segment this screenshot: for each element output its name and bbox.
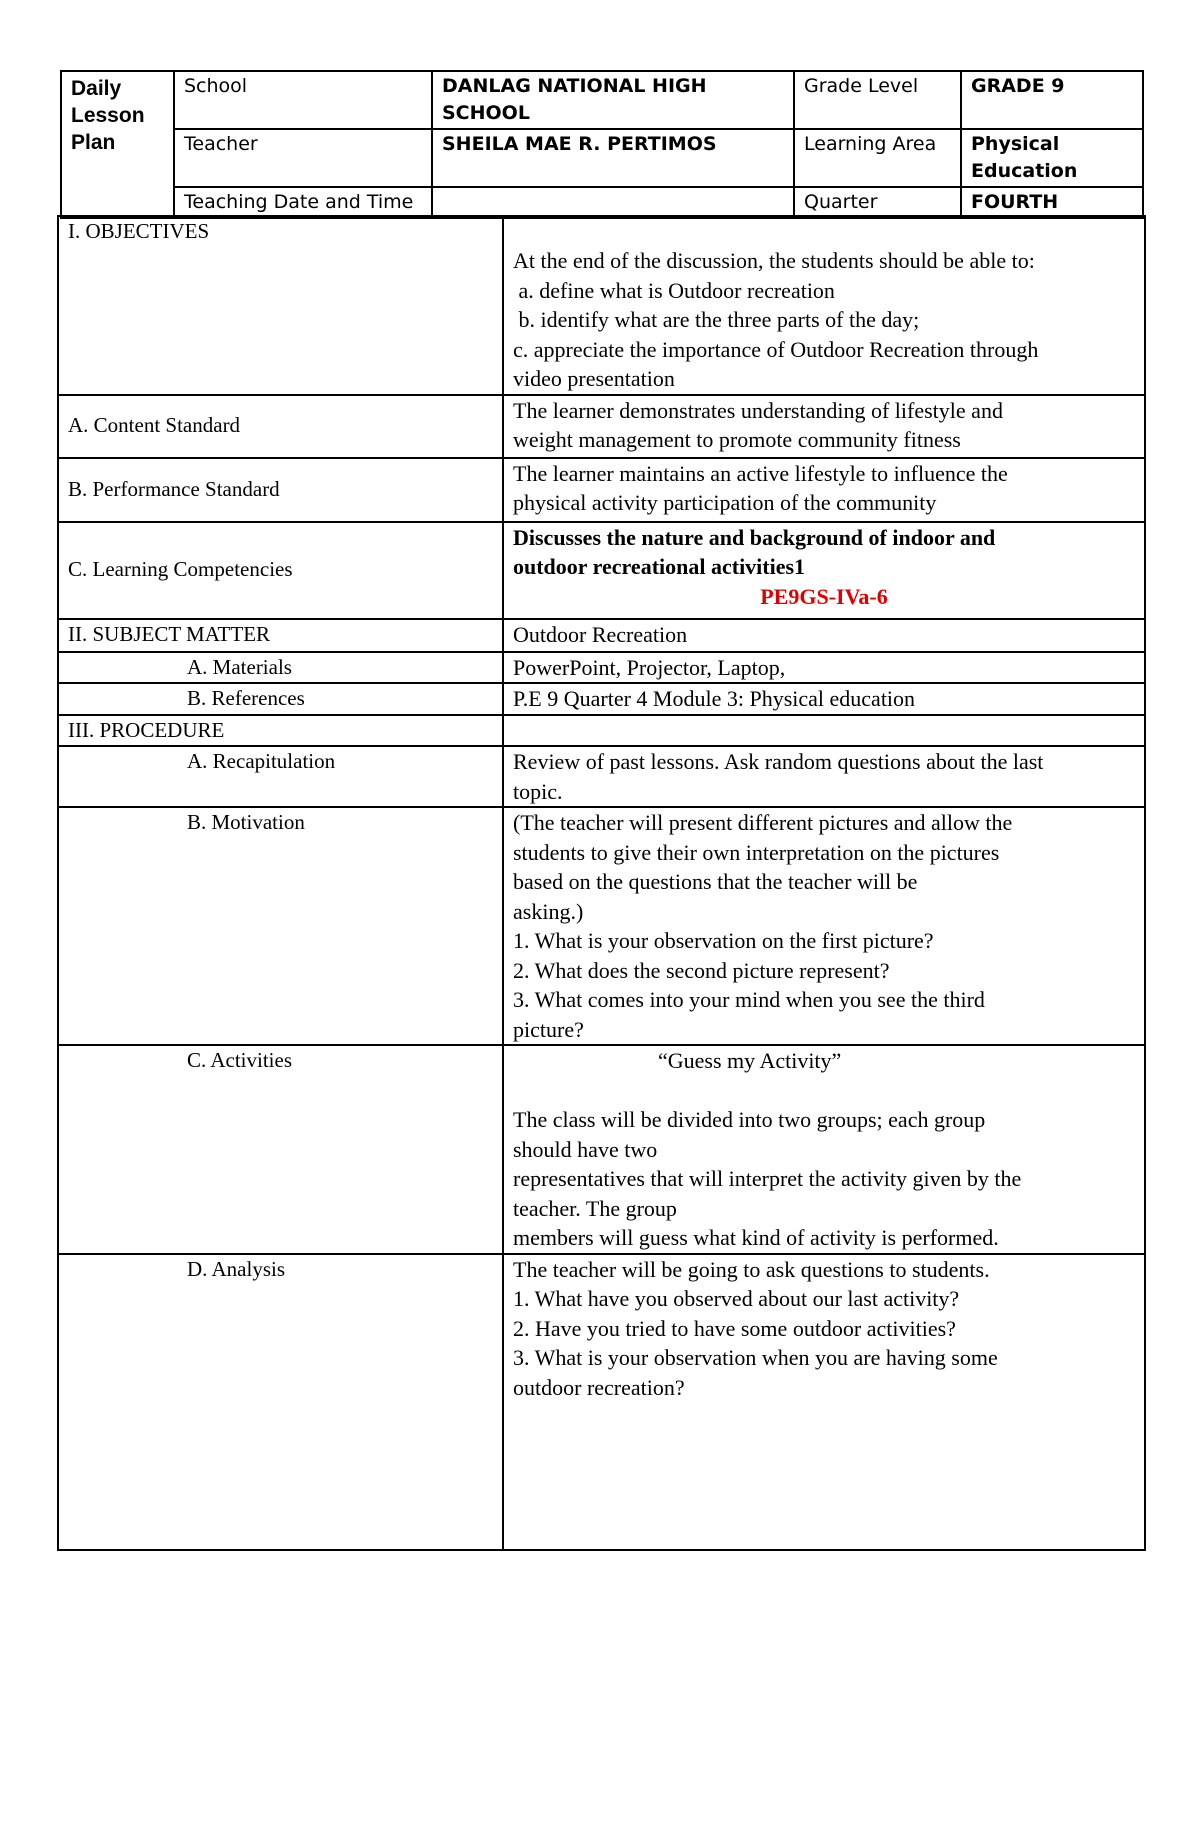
grade-level-label: Grade Level (794, 71, 961, 129)
teacher-label: Teacher (174, 129, 432, 187)
teaching-date-label: Teaching Date and Time (174, 187, 432, 218)
learning-area-label: Learning Area (794, 129, 961, 187)
content-standard-line: weight management to promote community fitness (513, 427, 961, 452)
activity-title: “Guess my Activity” (658, 1048, 842, 1073)
analysis-line: 1. What have you observed about our last activity? (513, 1286, 960, 1311)
dlp-line: Plan (71, 131, 116, 154)
objectives-content (503, 216, 1145, 395)
competency-line: outdoor recreational activities1 (513, 554, 806, 579)
motivation-line: (The teacher will present different pictures and allow the (513, 810, 1013, 835)
activities-label: C. Activities (58, 1045, 503, 1254)
teaching-date-value (432, 187, 794, 218)
objective-line: At the end of the discussion, the students should be able to: (513, 248, 1035, 273)
competency-code: PE9GS-IVa-6 (760, 583, 888, 609)
motivation-value (503, 807, 1145, 1045)
objective-line: c. appreciate the importance of Outdoor Recreation through (513, 336, 1039, 362)
recapitulation-value (503, 746, 1145, 807)
analysis-line: 2. Have you tried to have some outdoor activities? (513, 1315, 956, 1341)
learning-competencies-label: C. Learning Competencies (58, 522, 503, 619)
materials-label: A. Materials (58, 652, 503, 684)
analysis-value (503, 1254, 1145, 1550)
subject-matter-label: II. SUBJECT MATTER (58, 619, 503, 652)
school-value: DANLAG NATIONAL HIGH SCHOOL (432, 71, 794, 129)
objective-line: b. identify what are the three parts of the day; (513, 307, 920, 332)
dlp-line: Lesson (71, 104, 145, 127)
activity-line: members will guess what kind of activity is performed. (513, 1225, 999, 1250)
activities-value (503, 1045, 1145, 1254)
motivation-line: 3. What comes into your mind when you see the third (513, 987, 985, 1012)
quarter-label: Quarter (794, 187, 961, 218)
materials-value: PowerPoint, Projector, Laptop, (503, 652, 1145, 684)
performance-standard-value (503, 458, 1145, 522)
table-row (58, 216, 1145, 395)
references-label: B. References (58, 683, 503, 715)
table-row (58, 395, 1145, 458)
motivation-line: 2. What does the second picture represent? (513, 957, 890, 983)
school-label: School (174, 71, 432, 129)
references-value: P.E 9 Quarter 4 Module 3: Physical education (503, 683, 1145, 715)
analysis-label: D. Analysis (58, 1254, 503, 1550)
table-row (58, 746, 1145, 807)
table-row (58, 522, 1145, 619)
performance-standard-line: physical activity participation of the community (513, 490, 937, 515)
table-row (58, 715, 1145, 747)
table-row (58, 619, 1145, 652)
recapitulation-line: topic. (513, 778, 563, 804)
teacher-value: SHEILA MAE R. PERTIMOS (432, 129, 794, 187)
objective-line: a. define what is Outdoor recreation (513, 277, 835, 303)
recapitulation-line: Review of past lessons. Ask random questions about the last (513, 749, 1044, 774)
learning-area-line: Education (971, 160, 1078, 182)
procedure-label: III. PROCEDURE (58, 715, 503, 747)
table-row (58, 1254, 1145, 1550)
table-row (58, 652, 1145, 684)
recapitulation-label: A. Recapitulation (58, 746, 503, 807)
objectives-label: I. OBJECTIVES (58, 216, 503, 395)
lesson-plan-table (57, 215, 1146, 1551)
activity-line: representatives that will interpret the activity given by the (513, 1166, 1022, 1191)
quarter-value: FOURTH (961, 187, 1143, 218)
motivation-line: students to give their own interpretation on the pictures (513, 839, 1000, 865)
content-standard-line: The learner demonstrates understanding of lifestyle and (513, 397, 1003, 423)
performance-standard-label: B. Performance Standard (58, 458, 503, 522)
table-row (58, 683, 1145, 715)
learning-area-line: Physical (971, 133, 1060, 155)
analysis-line: The teacher will be going to ask questions to students. (513, 1256, 990, 1282)
motivation-line: 1. What is your observation on the first picture? (513, 928, 934, 953)
grade-level-value: GRADE 9 (961, 71, 1143, 129)
daily-lesson-plan-title (61, 71, 174, 218)
performance-standard-line: The learner maintains an active lifestyle to influence the (513, 460, 1008, 486)
dlp-line: Daily (71, 77, 122, 100)
motivation-line: asking.) (513, 898, 584, 924)
objective-line: video presentation (513, 366, 675, 391)
content-standard-label: A. Content Standard (58, 395, 503, 458)
motivation-line: based on the questions that the teacher will be (513, 869, 918, 894)
competency-line: Discusses the nature and background of indoor and (513, 524, 996, 550)
table-row (58, 807, 1145, 1045)
analysis-line: 3. What is your observation when you are having some (513, 1345, 998, 1370)
activity-line: teacher. The group (513, 1195, 677, 1221)
activity-line: should have two (513, 1136, 658, 1162)
subject-matter-value: Outdoor Recreation (503, 619, 1145, 652)
table-row (58, 458, 1145, 522)
blank-line (513, 1076, 1135, 1106)
learning-area-value (961, 129, 1143, 187)
procedure-value (503, 715, 1145, 747)
table-row (58, 1045, 1145, 1254)
analysis-line: outdoor recreation? (513, 1374, 685, 1400)
content-standard-value (503, 395, 1145, 458)
learning-competencies-value (503, 522, 1145, 619)
activity-line: The class will be divided into two groups; each group (513, 1107, 986, 1132)
header-table (60, 70, 1144, 219)
motivation-label: B. Motivation (58, 807, 503, 1045)
motivation-line: picture? (513, 1016, 584, 1042)
